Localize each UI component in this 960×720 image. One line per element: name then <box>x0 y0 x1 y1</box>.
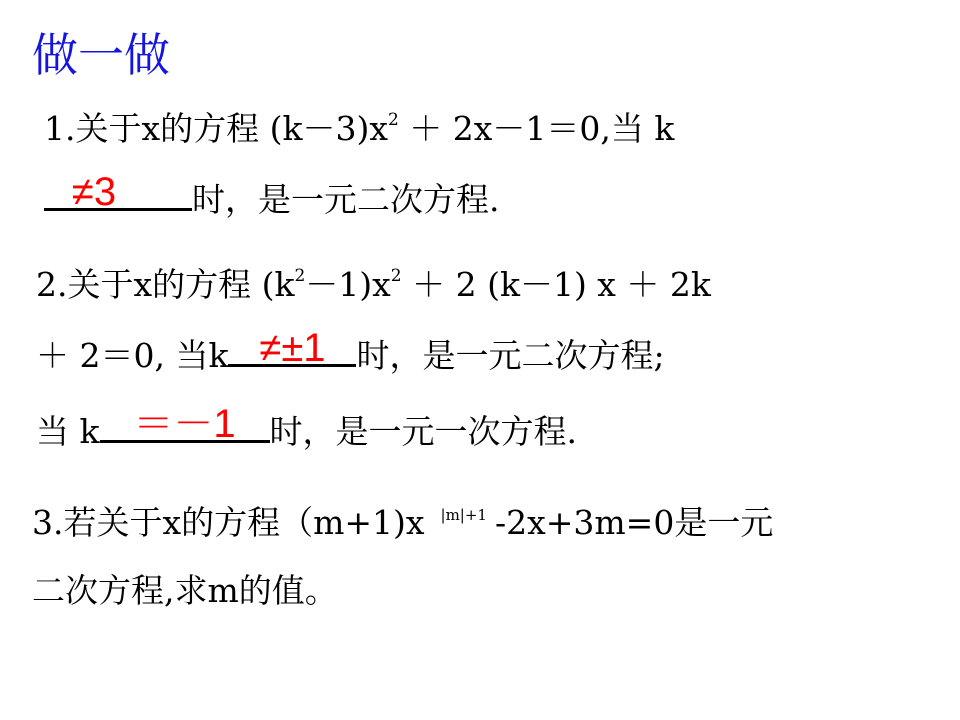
q1-text-a: 1.关于x的方程 (k－3)x <box>44 109 388 148</box>
question-3-line-1 <box>32 503 774 542</box>
q2-line-3-a: 当 k <box>36 412 100 451</box>
q2-answer-blank-1 <box>228 326 356 370</box>
q2-answer-1: ≠±1 <box>259 326 326 370</box>
q3-text-b: -2x+3m=0是一元 <box>494 503 774 542</box>
q2-answer-blank-2 <box>100 402 270 446</box>
question-1-line-2 <box>44 170 500 219</box>
q2-line-2-a: ＋ 2＝0, 当k <box>36 336 229 375</box>
q1-text-b: ＋ 2x－1＝0,当 k <box>398 109 675 148</box>
question-3-line-2: 二次方程,求m的值。 <box>32 571 338 610</box>
q2-exponent-2: 2 <box>390 266 402 286</box>
question-2-line-2 <box>36 326 665 375</box>
q2-line-3-b: 时，是一元一次方程. <box>269 412 577 451</box>
question-1-line-1 <box>44 109 675 148</box>
q2-answer-2: ＝－1 <box>133 402 236 446</box>
q2-exponent-1: 2 <box>294 266 306 286</box>
question-2-line-1 <box>36 265 711 304</box>
q3-exponent: |m|+1 <box>440 506 487 524</box>
q1-answer: ≠3 <box>71 170 117 214</box>
q2-text-a: 2.关于x的方程 (k <box>36 265 295 304</box>
page-title: 做一做 <box>32 28 170 82</box>
q1-tail: 时，是一元二次方程. <box>192 180 500 219</box>
question-2-line-3 <box>36 402 577 451</box>
q3-text-a: 3.若关于x的方程（m+1)x <box>32 503 425 542</box>
q2-text-c: ＋ 2 (k－1) x ＋ 2k <box>401 265 711 304</box>
q2-line-2-b: 时，是一元二次方程; <box>356 336 665 375</box>
q1-answer-blank <box>44 170 192 214</box>
q2-text-b: －1)x <box>305 265 391 304</box>
q1-exponent: 2 <box>387 110 399 130</box>
